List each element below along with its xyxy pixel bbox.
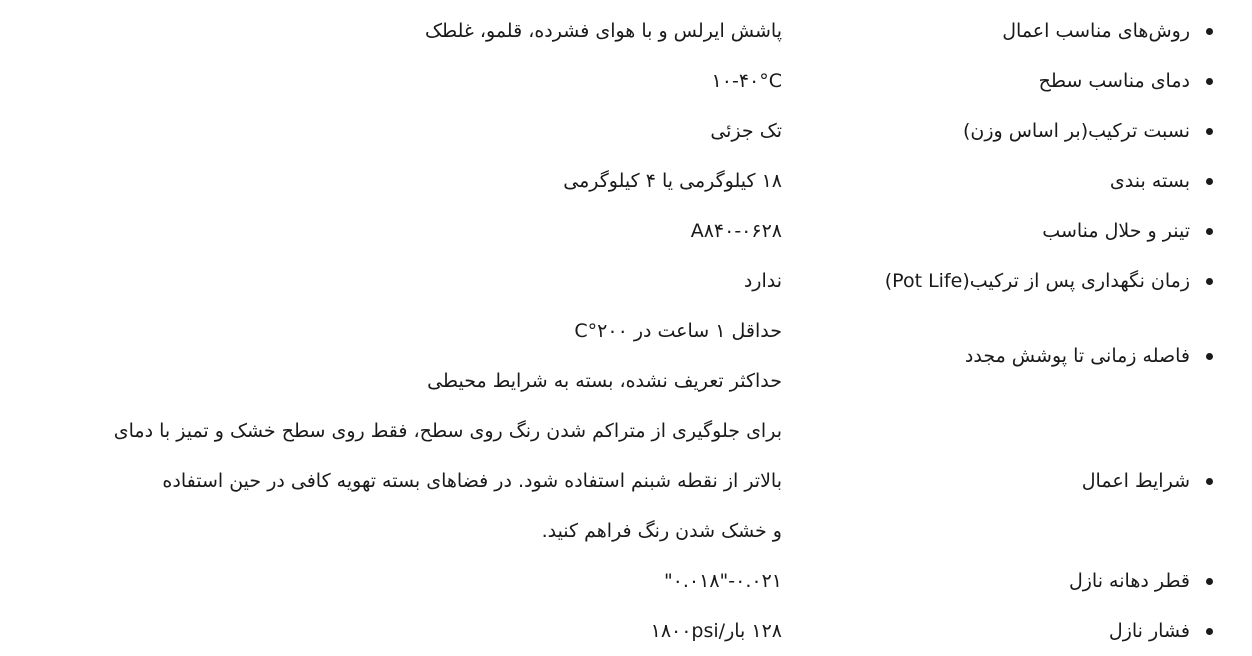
- spec-row-surface-temperature: [22, 56, 1228, 106]
- spec-value: و خشک شدن رنگ فراهم کنید.: [541, 520, 782, 542]
- spec-label: فاصله زمانی تا پوشش مجدد: [964, 345, 1190, 367]
- spec-label-cell: [782, 306, 1228, 406]
- bullet-icon: [1190, 78, 1228, 85]
- spec-value-cell: [22, 556, 782, 606]
- bullet-icon: [1190, 28, 1228, 35]
- bullet-icon: [1190, 578, 1228, 585]
- bullet-icon: [1190, 128, 1228, 135]
- spec-value-cell: [22, 256, 782, 306]
- spec-row-thinner: [22, 206, 1228, 256]
- spec-label: نسبت ترکیب(بر اساس وزن): [962, 120, 1190, 142]
- bullet-icon: [1190, 478, 1228, 485]
- spec-row-application-methods: [22, 6, 1228, 56]
- spec-label-cell: [782, 6, 1228, 56]
- bullet-icon: [1190, 353, 1228, 360]
- spec-row-packaging: [22, 156, 1228, 206]
- spec-table: [22, 6, 1228, 656]
- spec-value-cell: [22, 206, 782, 256]
- spec-label-cell: [782, 106, 1228, 156]
- spec-value: برای جلوگیری از متراکم شدن رنگ روی سطح، فقط روی سطح خشک و تمیز با دمای: [113, 420, 782, 442]
- spec-value: ۱۲۸ بار/۱۸۰۰psi: [650, 620, 782, 642]
- spec-label: قطر دهانه نازل: [1068, 570, 1190, 592]
- spec-value: حداکثر تعریف نشده، بسته به شرایط محیطی: [427, 370, 782, 392]
- spec-value-cell: [22, 606, 782, 656]
- spec-value: حداقل ۱ ساعت در ۲۰۰°C: [574, 320, 782, 342]
- spec-label-cell: [782, 156, 1228, 206]
- spec-label-cell: [782, 556, 1228, 606]
- spec-value: ۱۸ کیلوگرمی یا ۴ کیلوگرمی: [563, 170, 782, 192]
- spec-value-cell: [22, 106, 782, 156]
- spec-value-cell: [22, 306, 782, 406]
- spec-label-cell: [782, 256, 1228, 306]
- spec-label: روش‌های مناسب اعمال: [1002, 20, 1190, 42]
- spec-value: ۱۰-۴۰°C: [711, 70, 782, 92]
- spec-label-cell: [782, 206, 1228, 256]
- spec-value: بالاتر از نقطه شبنم استفاده شود. در فضاهای بسته تهویه کافی در حین استفاده: [162, 470, 782, 492]
- spec-row-pot-life: [22, 256, 1228, 306]
- spec-label: فشار نازل: [1108, 620, 1190, 642]
- spec-row-mix-ratio: [22, 106, 1228, 156]
- spec-label: شرایط اعمال: [1081, 470, 1190, 492]
- spec-value: پاشش ایرلس و با هوای فشرده، قلمو، غلطک: [425, 20, 782, 42]
- spec-label: بسته بندی: [1109, 170, 1190, 192]
- spec-row-nozzle-size: [22, 556, 1228, 606]
- spec-value-cell: [22, 6, 782, 56]
- spec-value: A۸۴۰-۰۶۲۸: [690, 220, 782, 242]
- spec-row-application-conditions: [22, 406, 1228, 556]
- spec-value: ندارد: [743, 270, 782, 292]
- spec-value-cell: [22, 56, 782, 106]
- spec-value: تک جزئی: [710, 120, 782, 142]
- spec-row-recoat-interval: [22, 306, 1228, 406]
- spec-label: دمای مناسب سطح: [1038, 70, 1190, 92]
- bullet-icon: [1190, 178, 1228, 185]
- bullet-icon: [1190, 228, 1228, 235]
- bullet-icon: [1190, 628, 1228, 635]
- spec-label-cell: [782, 406, 1228, 556]
- spec-label: زمان نگهداری پس از ترکیب(Pot Life): [884, 270, 1190, 292]
- spec-label-cell: [782, 56, 1228, 106]
- spec-value-cell: [22, 406, 782, 556]
- spec-label: تینر و حلال مناسب: [1042, 220, 1190, 242]
- spec-value-cell: [22, 156, 782, 206]
- spec-row-nozzle-pressure: [22, 606, 1228, 656]
- spec-value: "۰.۰۱۸"-۰.۰۲۱: [663, 570, 782, 592]
- bullet-icon: [1190, 278, 1228, 285]
- spec-label-cell: [782, 606, 1228, 656]
